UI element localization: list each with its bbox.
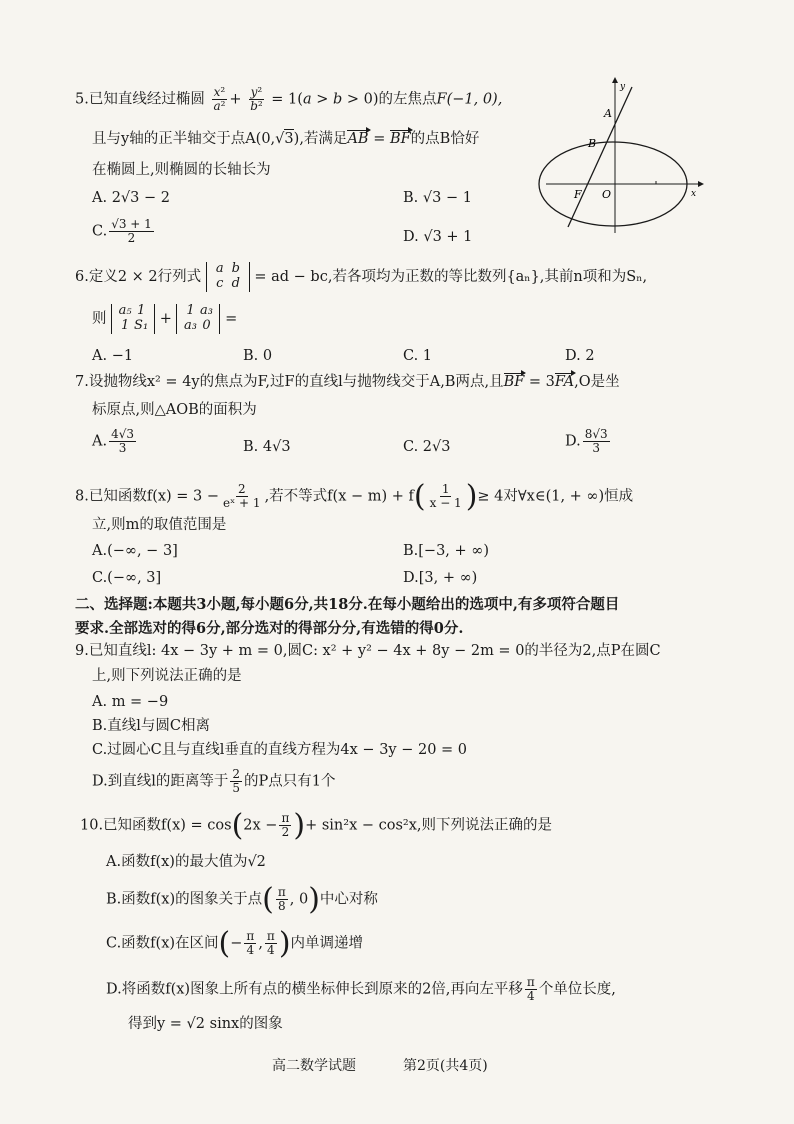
q6-stem: 6.定义2 × 2行列式 a b c d = ad − bc,若各项均为正数的等比数列{aₙ},其前n项和为Sₙ,: [75, 261, 648, 291]
label-f: F: [574, 188, 582, 201]
q7-stem: 7.设抛物线x² = 4y的焦点为F,过F的直线l与抛物线交于A,B两点,且BF = 3FA,O是坐: [75, 374, 620, 390]
y-axis-arrow: [612, 77, 618, 83]
q8-option-b: B.[−3, + ∞): [403, 543, 490, 559]
q10-stem: 10.已知函数f(x) = cos(2x − $\frac{\pi}{2}$ )+ sin²x − cos²x,则下列说法正确的是: [80, 808, 553, 844]
label-b: B: [588, 137, 597, 150]
q7-line2: 标原点,则△AOB的面积为: [92, 402, 257, 418]
q9-option-c: C.过圆心C且与直线l垂直的直线方程为4x − 3y − 20 = 0: [92, 742, 468, 758]
q5-option-a: A. 2√3 − 2: [92, 190, 170, 206]
determinant-2: 1 a₃ a₃ 0: [176, 304, 220, 334]
determinant-def: a b c d: [206, 262, 250, 292]
q10-option-c: C.函数f(x)在区间(− $\frac{\pi}{4}$ , $\frac{\pi}{4}$ )内单调递增: [106, 926, 364, 962]
q7-option-a: A. $\frac{4√3}{3}$: [92, 427, 135, 456]
q6-option-d: D. 2: [565, 348, 595, 364]
q6-line2: 则 a₅ 1 1 S₁ + 1 a₃ a₃ 0 =: [92, 303, 238, 333]
q8-stem: 8.已知函数f(x) = 3 − $\frac{2}{\text{eˣ + 1}}$ ,若不等式f(x − m) + f( $\frac{1}{x - 1}$ )≥ 4对∀x∈(1, + ∞)恒成: [75, 479, 634, 515]
q7-option-b: B. 4√3: [243, 439, 291, 455]
q8-line2: 立,则m的取值范围是: [92, 517, 227, 533]
q6-option-a: A. −1: [92, 348, 134, 364]
determinant-1: a₅ 1 1 S₁: [111, 304, 155, 334]
label-o: O: [602, 188, 612, 201]
q5-line2: 且与y轴的正半轴交于点A(0,√3),若满足AB = BF的点B恰好: [92, 131, 480, 147]
ellipse-term-x: $\frac{\text{x²}}{\text{a²}}$: [213, 85, 226, 114]
section2-line1: 二、选择题:本题共3小题,每小题6分,共18分.在每小题给出的选项中,有多项符合题目: [75, 596, 620, 613]
footer-page: 第2页(共4页): [403, 1058, 488, 1074]
q9-option-b: B.直线l与圆C相离: [92, 718, 210, 734]
q6-option-b: B. 0: [243, 348, 273, 364]
q10-option-b: B.函数f(x)的图象关于点( $\frac{\pi}{8}$ , 0)中心对称: [106, 882, 378, 918]
q9-option-a: A. m = −9: [92, 694, 169, 710]
q5-line3: 在椭圆上,则椭圆的长轴长为: [92, 162, 271, 178]
q10-option-d-line2: 得到y = √2 sinx的图象: [128, 1016, 283, 1032]
label-a: A: [604, 107, 612, 120]
q6-option-c: C. 1: [403, 348, 433, 364]
section2-line2: 要求.全部选对的得6分,部分选对的得部分分,有选错的得0分.: [75, 620, 464, 637]
footer-subject: 高二数学试题: [272, 1058, 356, 1074]
q5-option-c: C. $\frac{√3 + 1}{2}$: [92, 217, 152, 246]
label-y: y: [620, 82, 626, 92]
line-through-focus: [568, 87, 632, 227]
q7-option-c: C. 2√3: [403, 439, 451, 455]
q9-line2: 上,则下列说法正确的是: [92, 668, 242, 684]
q8-option-d: D.[3, + ∞): [403, 570, 478, 586]
q8-option-c: C.(−∞, 3]: [92, 570, 162, 586]
q10-option-a: A.函数f(x)的最大值为√2: [106, 854, 266, 870]
ellipse-figure: [538, 75, 708, 235]
ellipse-term-y: $\frac{\text{y²}}{\text{b²}}$: [250, 85, 263, 114]
x-axis-arrow: [698, 181, 704, 187]
q9-stem: 9.已知直线l: 4x − 3y + m = 0,圆C: x² + y² − 4x + 8y − 2m = 0的半径为2,点P在圆C: [75, 643, 661, 659]
q9-option-d: D.到直线l的距离等于 $\frac{2}{5}$ 的P点只有1个: [92, 767, 336, 796]
q10-option-d: D.将函数f(x)图象上所有点的横坐标伸长到原来的2倍,再向左平移 $\frac{\pi}{4}$ 个单位长度,: [106, 975, 616, 1004]
label-x: x: [691, 189, 697, 199]
q5-option-d: D. √3 + 1: [403, 229, 473, 245]
q7-option-d: D. $\frac{8√3}{3}$: [565, 427, 608, 456]
q5-option-b: B. √3 − 1: [403, 190, 472, 206]
q8-option-a: A.(−∞, − 3]: [92, 543, 178, 559]
q5-stem: 5.已知直线经过椭圆 $\frac{\text{x²}}{\text{a²}}$ + $\frac{\text{y²}}{\text{b²}}$ = 1(a > b > 0)的左焦点F(−1, 0),: [75, 85, 503, 114]
